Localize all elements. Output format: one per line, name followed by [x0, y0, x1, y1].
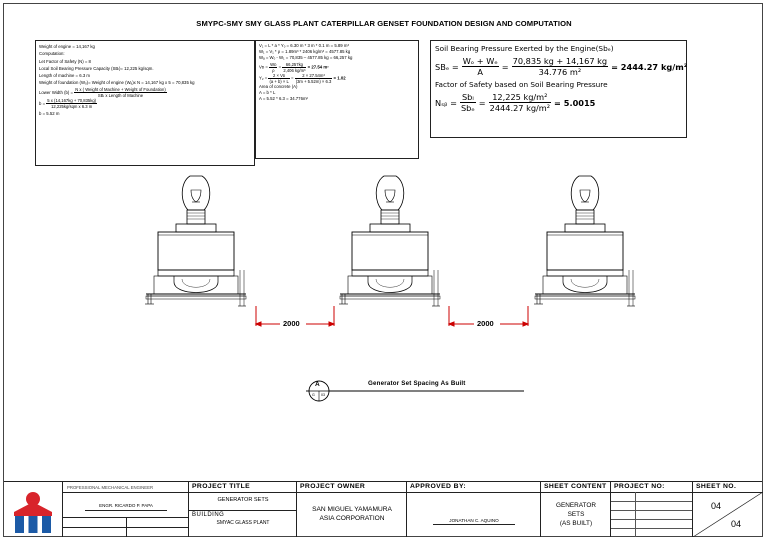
vd-label: Vᴅ =	[259, 64, 268, 70]
drawing-caption: Generator Set Spacing As Built	[368, 380, 466, 387]
sheet-number: 04	[711, 501, 722, 511]
computation-label: Computation:	[39, 51, 65, 57]
sheet-content-line2: SETS	[567, 511, 585, 518]
y2-equals: =	[290, 75, 294, 81]
approver-name: JONATHAN C. AQUINO	[449, 518, 499, 523]
approved-by-cell	[406, 482, 540, 537]
project-no-header: PROJECT NO:	[614, 483, 665, 490]
logo-cell	[4, 482, 62, 537]
sheet-total: 04	[731, 519, 742, 529]
y2-result: = 1.02	[333, 75, 346, 81]
project-title-line1: GENERATOR SETS	[217, 497, 269, 503]
section-mark-letter: A	[315, 381, 320, 388]
y2-denominator: (a + b) × L	[269, 78, 289, 84]
sbe-label: SBₑ =	[435, 61, 459, 72]
y2-label: Y₂ =	[259, 75, 268, 81]
wa-text: Wₐ = Wₒ - W₁ = 70,835 – 4577.85 kg = 66,257 kg	[259, 55, 353, 61]
sbe-numerator: Wₒ + Wₑ	[462, 56, 498, 66]
sbe-heading: Soil Bearing Pressure Exerted by the Engine(Sbₑ)	[435, 44, 614, 53]
project-owner-header: PROJECT OWNER	[300, 483, 366, 490]
w1-text: W₁ = V₁ * ρ = 1.89m³ * 2406 kg/m³ = 4577.85 kg	[259, 49, 351, 55]
sheet-content-header: SHEET CONTENT	[544, 483, 607, 490]
project-no-cell	[610, 482, 692, 537]
nsb-numerator: Sbₗ	[460, 92, 476, 103]
owner-line1: SAN MIGUEL YAMAMURA	[312, 506, 392, 513]
genset-2	[339, 176, 440, 306]
sheet-no-cell	[692, 482, 762, 537]
sheet-no-header: SHEET NO.	[696, 483, 737, 490]
sbe-numerator-value: 70,835 kg + 14,167 kg	[512, 56, 608, 66]
sbe-denominator: A	[477, 67, 484, 77]
nsb-denominator: Sbₑ	[460, 103, 475, 113]
dimension-label-2: 2000	[477, 319, 494, 328]
vd-denominator: ρ	[272, 67, 275, 73]
vd-numerator: Wᴅ	[270, 61, 277, 67]
length-machine-text: Length of machine = 6.3 m	[39, 73, 90, 79]
project-title-header: PROJECT TITLE	[192, 483, 251, 490]
owner-line2: ASIA CORPORATION	[319, 515, 385, 522]
section-mark-sub-left: G	[312, 393, 315, 397]
sheet-content-cell	[540, 482, 610, 537]
lower-width-numerator: N x ( Weight of Machine + Weight of Foundation)	[75, 86, 166, 92]
genset-3	[534, 176, 635, 306]
engineer-cell	[62, 482, 188, 537]
vd-result: = 27.54 m³	[307, 64, 329, 70]
b-numerator: 5 x (14,167kg + 70,835kg)	[47, 98, 97, 104]
approved-by-header: APPROVED BY:	[410, 483, 467, 490]
y2-numerator: 2 × Vᴅ	[268, 73, 289, 79]
nsb-numerator-value: 12,225 kg/m²	[489, 92, 551, 103]
project-title-cell	[188, 482, 296, 537]
sheet-no-divider	[693, 492, 763, 537]
page-title: SMYPC-SMY SMY GLASS PLANT CATERPILLAR GENSET FOUNDATION DESIGN AND COMPUTATION	[196, 19, 572, 28]
company-logo	[4, 482, 62, 537]
sbe-equals: =	[501, 61, 509, 72]
area-formula: A = b * L	[259, 89, 276, 95]
genset-1	[145, 176, 246, 306]
nsb-result: = 5.0015	[554, 97, 596, 108]
soil-capacity-text: Local Soil Bearing Pressure Capacity (SBₗ)= 12,225 kg/sqm.	[39, 65, 154, 71]
company-label: PROFESSIONAL MECHANICAL ENGINEER	[67, 485, 154, 490]
b-result: b = 5.52 m	[39, 110, 60, 116]
section-mark-sub-right: 03	[321, 393, 325, 397]
v1-text: V₁ = L * a * Yₒ = 6.30 m * 3 m * 0.1 m = 5.89 m³	[259, 43, 349, 48]
nsb-equals: =	[478, 97, 486, 108]
project-title-line2: BUILDING	[192, 512, 225, 518]
b-label: b =	[39, 101, 46, 107]
y2-denominator-value: (3m + 5.52m) × 6.3	[295, 78, 332, 84]
vd-numerator-value: 66,257kg	[282, 62, 306, 68]
engineer-name: ENGR. RICARDO P. PAPA	[99, 503, 153, 508]
b-denominator: 12,225kg/sqm x 6.3 m	[51, 104, 93, 110]
sbe-result: = 2444.27 kg/m²	[611, 61, 688, 72]
factor-safety-text: Let Factor of Safety (N) = 8	[39, 58, 91, 64]
sheet-content-line3: (AS BUILT)	[559, 520, 593, 527]
sbe-denominator-value: 34.776 m²	[538, 67, 582, 77]
weight-foundation-text: Weight of foundation (Wₒ)= Weight of engine (Wₑ)x N = 14,167 kg x 5 = 70,835 kg	[39, 80, 195, 86]
vd-equals: =	[278, 64, 282, 70]
area-result: A = 5.52 * 6.3 = 34.776m²	[259, 96, 308, 102]
nsb-label: Nₛᵦ =	[435, 97, 457, 108]
lower-width-label: Lower Width (b) =	[39, 89, 74, 95]
vd-denominator-value: 2,406 kg/m³	[283, 67, 306, 73]
area-label: Area of concrete (A)	[259, 83, 298, 89]
project-owner-cell	[296, 482, 406, 537]
nsb-denominator-value: 2444.27 kg/m²	[489, 103, 551, 113]
lower-width-denominator: SBₗ x Length of Machine	[97, 92, 144, 98]
title-block	[4, 481, 762, 537]
dimension-label-1: 2000	[283, 319, 300, 328]
sheet-content-line1: GENERATOR	[556, 502, 596, 509]
project-title-line3: SMYAC GLASS PLANT	[216, 520, 270, 526]
nsb-heading: Factor of Safety based on Soil Bearing Pressure	[435, 80, 608, 89]
y2-numerator-value: 2 × 27.54m³	[295, 73, 333, 79]
weight-engine-text: Weight of engine = 14,167 kg	[39, 44, 95, 49]
